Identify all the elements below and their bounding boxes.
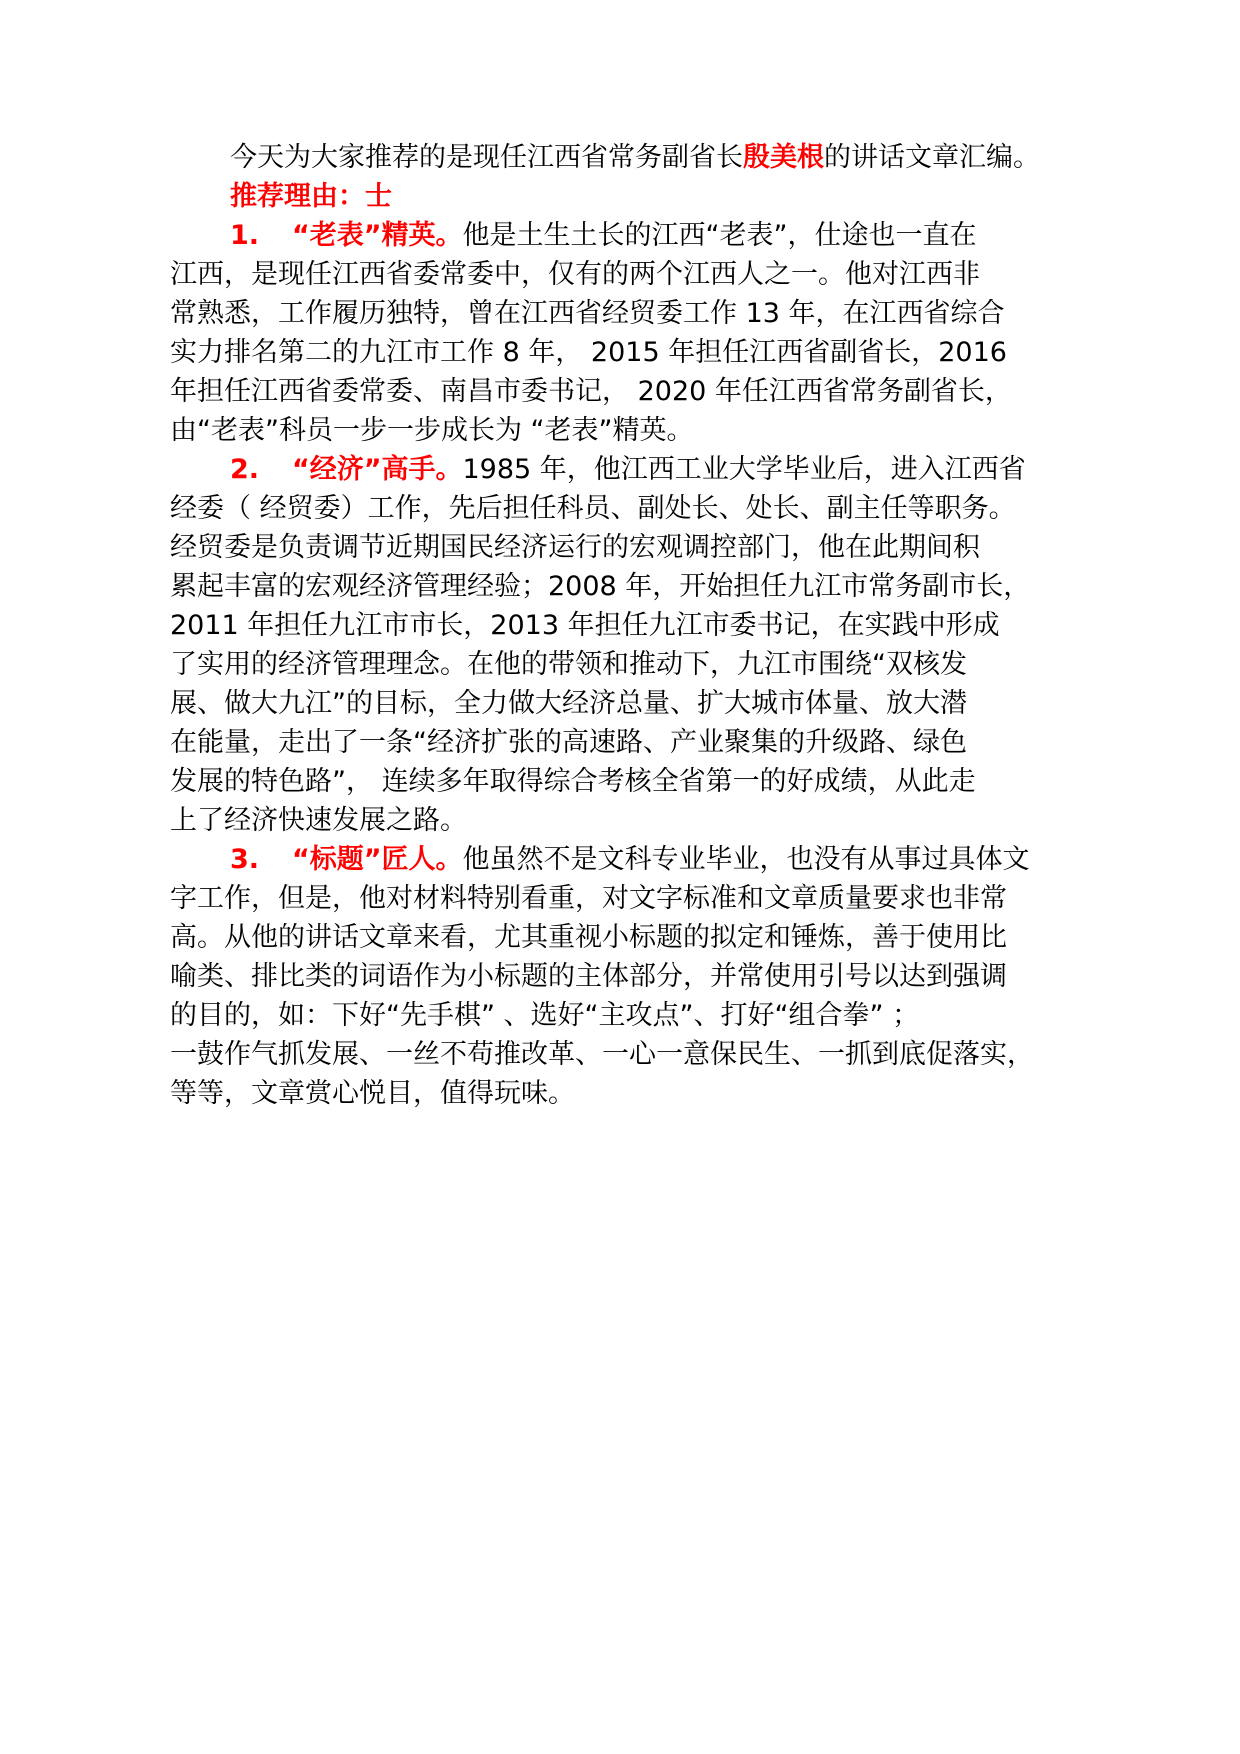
section-2-line: 发展的特色路”， 连续多年取得综合考核全省第一的好成绩，从此走 — [170, 766, 976, 797]
section-3-line: 一鼓作气抓发展、一丝不苟推改革、一心一意保民生、一抓到底促落实， — [170, 1039, 1034, 1070]
section-3-line: 他虽然不是文科专业毕业，也没有从事过具体文 — [462, 844, 1030, 875]
section-1-line: 实力排名第二的九江市工作 8 年， 2015 年担任江西省副省长，2016 — [170, 337, 1007, 368]
section-3-line: 高。从他的讲话文章来看，尤其重视小标题的拟定和锤炼，善于使用比 — [170, 922, 1007, 953]
section-1-line: 他是土生土长的江西“老表”，仕途也一直在 — [462, 220, 977, 251]
section-1-title: “老表”精英。 — [292, 220, 463, 251]
intro-after: 的讲话文章汇编。 — [824, 142, 1040, 173]
section-1-first-line — [230, 216, 976, 256]
section-3-line: 等等，文章赏心悦目，值得玩味。 — [170, 1078, 575, 1109]
section-1-line: 常熟悉，工作履历独特，曾在江西省经贸委工作 13 年，在江西省综合 — [170, 298, 1005, 329]
section-3-line: 的目的，如：下好“先手棋” 、选好“主攻点”、打好“组合拳” ； — [170, 1000, 920, 1031]
section-2-line: 经贸委是负责调节近期国民经济运行的宏观调控部门，他在此期间积 — [170, 532, 980, 563]
section-1-line: 由“老表”科员一步一步成长为 “老表”精英。 — [170, 415, 694, 446]
section-2-line: 经委（ 经贸委）工作，先后担任科员、副处长、处长、副主任等职务。 — [170, 493, 1016, 524]
section-2-line: 累起丰富的宏观经济管理经验；2008 年，开始担任九江市常务副市长， — [170, 571, 1031, 602]
section-2-first-line — [230, 450, 1026, 490]
section-3-line: 喻类、排比类的词语作为小标题的主体部分，并常使用引号以达到强调 — [170, 961, 1007, 992]
section-1-line: 年担任江西省委常委、南昌市委书记， 2020 年任江西省常务副省长， — [170, 376, 1012, 407]
section-2-line: 上了经济快速发展之路。 — [170, 805, 467, 836]
section-1-number: 1. — [230, 220, 260, 251]
section-2-number: 2. — [230, 454, 260, 485]
section-3-first-line — [230, 840, 1030, 880]
section-2-line: 2011 年担任九江市市长，2013 年担任九江市委书记，在实践中形成 — [170, 610, 1000, 641]
reason-heading: 推荐理由：士 — [230, 181, 392, 212]
highlighted-name: 殷美根 — [743, 142, 824, 173]
section-1-line: 江西，是现任江西省委常委中，仅有的两个江西人之一。他对江西非 — [170, 259, 980, 290]
intro-before: 今天为大家推荐的是现任江西省常务副省长 — [230, 142, 743, 173]
section-3-number: 3. — [230, 844, 260, 875]
intro-line — [230, 138, 1040, 178]
section-2-line: 在能量，走出了一条“经济扩张的高速路、产业聚集的升级路、绿色 — [170, 727, 967, 758]
section-2-line: 展、做大九江”的目标，全力做大经济总量、扩大城市体量、放大潜 — [170, 688, 967, 719]
section-3-title: “标题”匠人。 — [292, 844, 463, 875]
section-2-title: “经济”高手。 — [292, 454, 463, 485]
section-3-line: 字工作，但是，他对材料特别看重，对文字标准和文章质量要求也非常 — [170, 883, 1007, 914]
reason-heading-line — [230, 177, 392, 217]
section-2-line: 了实用的经济管理理念。在他的带领和推动下，九江市围绕“双核发 — [170, 649, 967, 680]
section-2-line: 1985 年，他江西工业大学毕业后，进入江西省 — [462, 454, 1026, 485]
